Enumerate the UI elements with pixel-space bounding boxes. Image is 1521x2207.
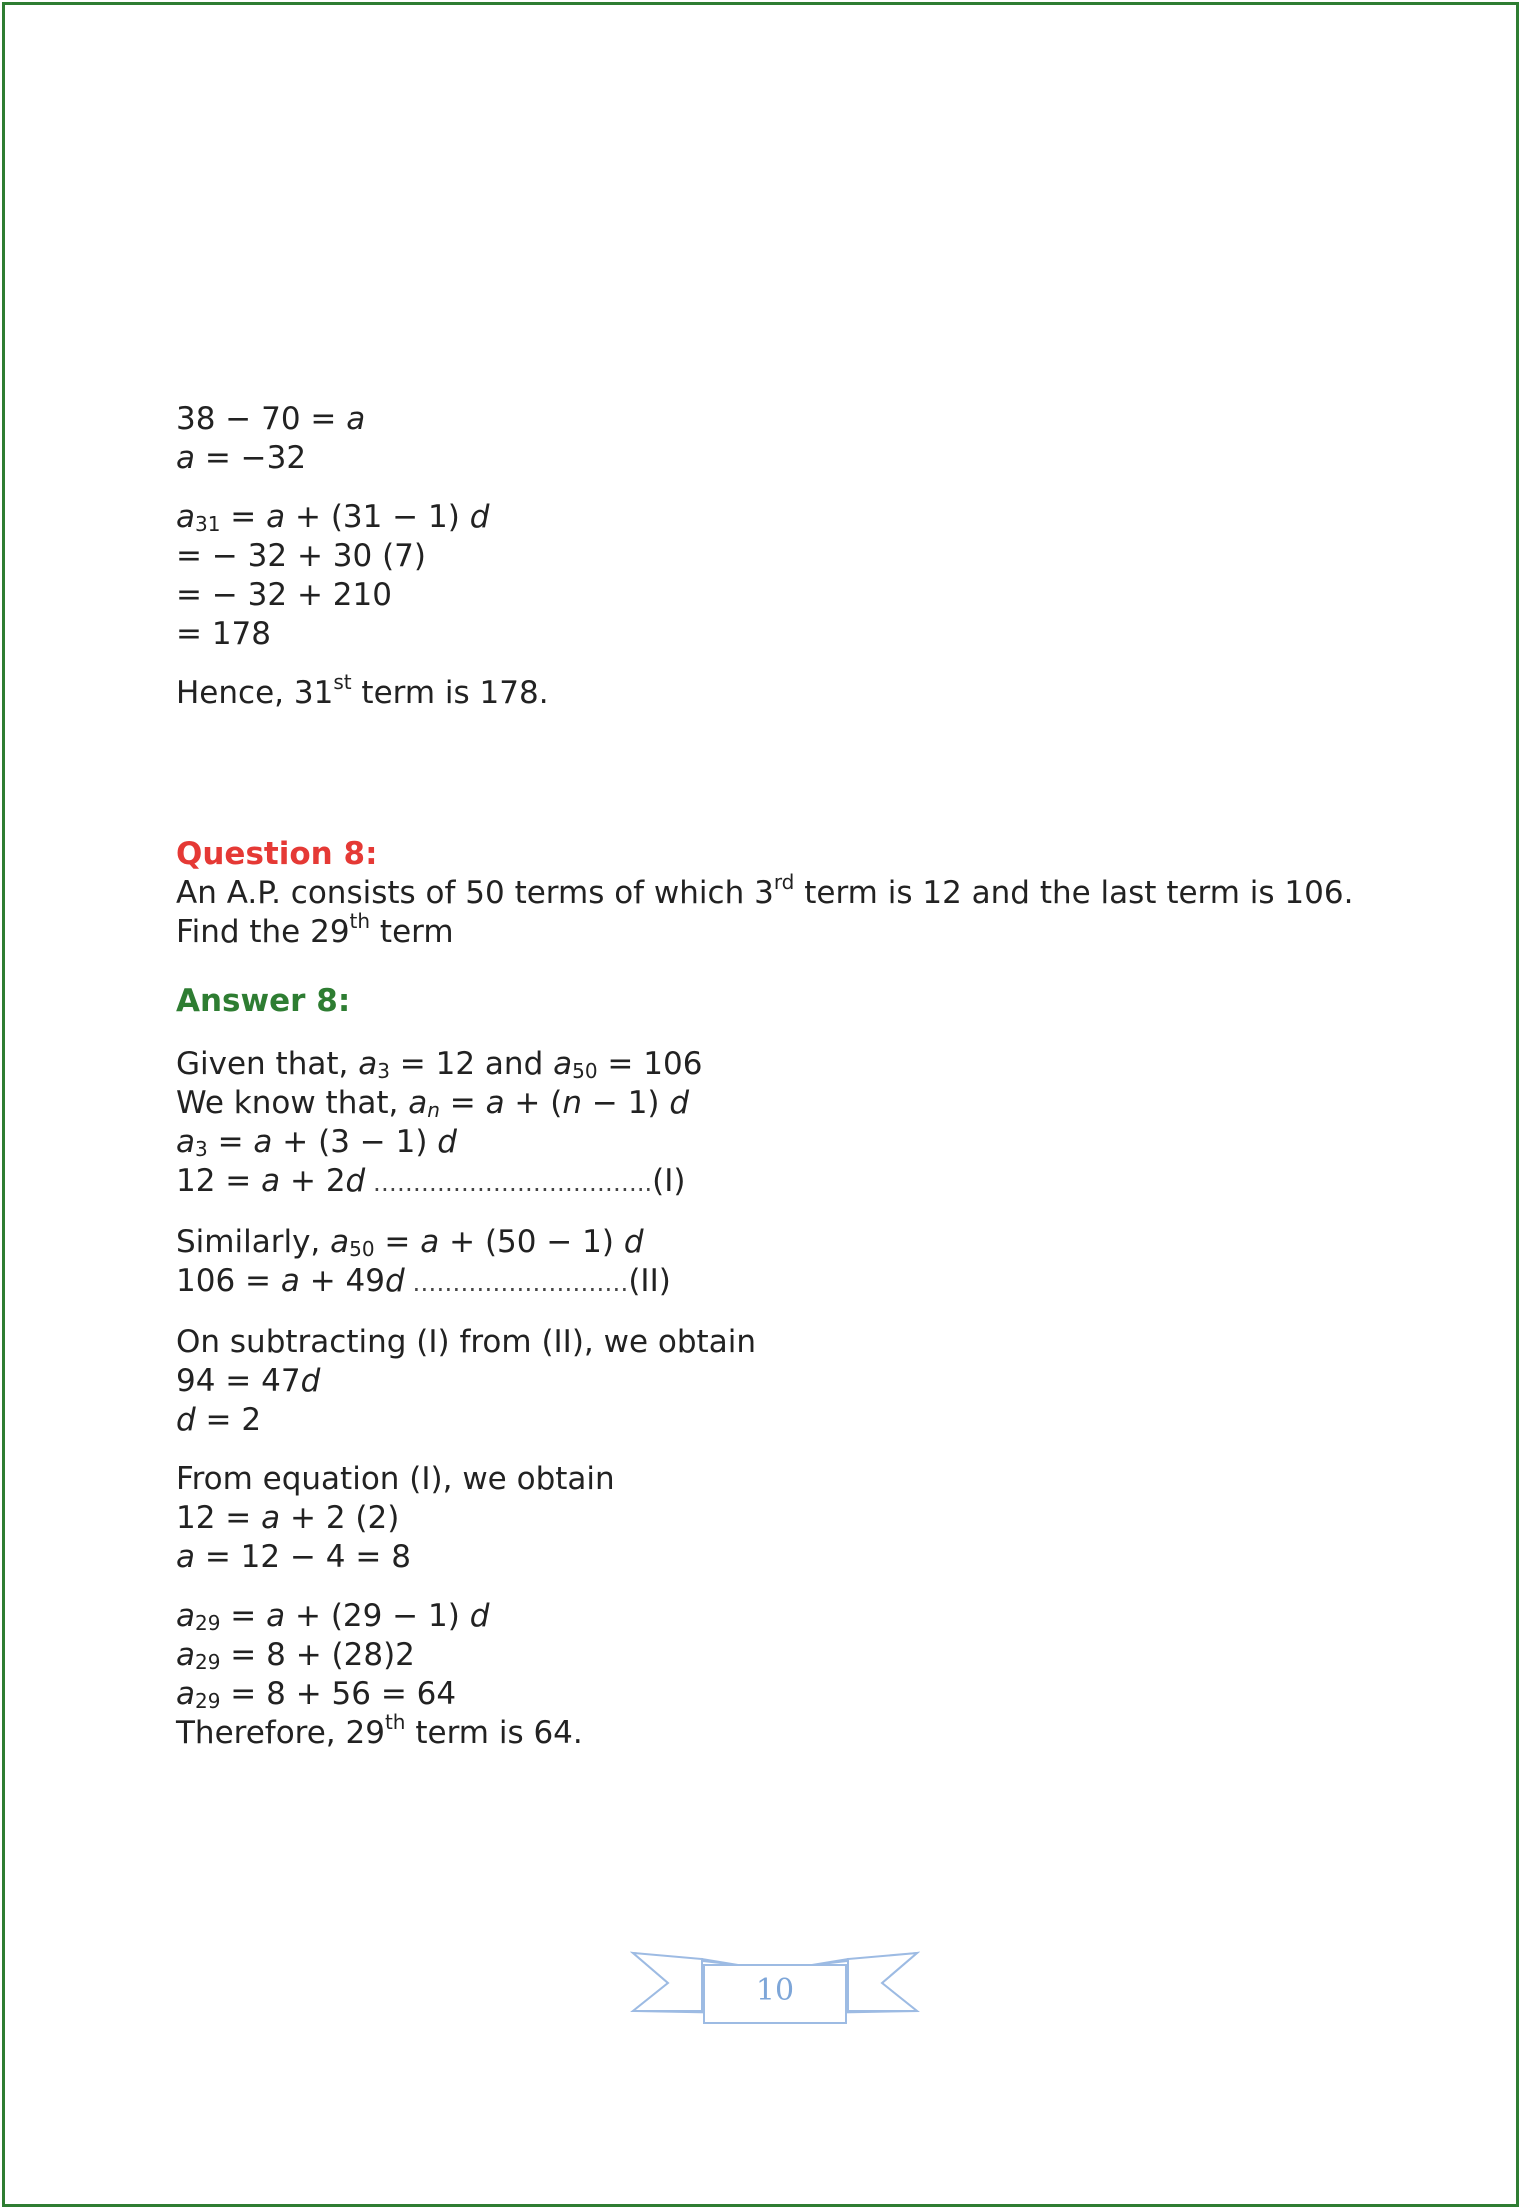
question-title: Question 8: xyxy=(176,836,378,872)
equation-line: a = 12 − 4 = 8 xyxy=(176,1539,411,1575)
equation-line: $a_{31} = a + (31 - 1)$ d xyxy=(176,499,490,536)
equation-line: a = −32 xyxy=(176,440,307,476)
equation-line: $a_{29} = a + (29 - 1)$ d xyxy=(176,1598,490,1635)
equation-line: = 178 xyxy=(176,616,271,652)
question-block xyxy=(176,835,1356,952)
equation-line: We know that, $a_n = a + (n - 1)$ d xyxy=(176,1085,690,1122)
equation-line: = − 32 + 30 (7) xyxy=(176,538,426,574)
equation-line: 38 − 70 = a xyxy=(176,401,366,437)
previous-answer-continuation xyxy=(176,400,1356,713)
equation-line: 94 = 47d xyxy=(176,1363,321,1399)
explanation-text: From equation (I), we obtain xyxy=(176,1461,615,1497)
explanation-text: On subtracting (I) from (II), we obtain xyxy=(176,1324,756,1360)
equation-line: 106 = a + 49d ………………………(II) xyxy=(176,1263,671,1299)
page-number: 10 xyxy=(755,1973,795,2008)
conclusion-text: Hence, 31st term is 178. xyxy=(176,670,549,711)
answer-title: Answer 8: xyxy=(176,983,351,1019)
conclusion-text: Therefore, 29th term is 64. xyxy=(176,1710,583,1751)
question-text: An A.P. consists of 50 terms of which 3rd term is 12 and the last term is 106. Find the 29th term xyxy=(176,870,1354,950)
answer-block xyxy=(176,982,1356,1753)
equation-line: Similarly, $a_{50} = a + (50 - 1)$ d xyxy=(176,1224,644,1261)
equation-line: $a_3 = a + (3 - 1)$ d xyxy=(176,1124,457,1161)
equation-line: d = 2 xyxy=(176,1402,262,1438)
equation-line: $a_{29} = 8 + 56 = 64$ xyxy=(176,1676,457,1713)
equation-line: $a_{29} = 8 + (28)2$ xyxy=(176,1637,415,1674)
page-content xyxy=(176,400,1356,1753)
equation-line: Given that, $a_3 = 12$ and $a_{50} = 106$ xyxy=(176,1046,703,1083)
page-number-banner xyxy=(630,1945,920,2035)
equation-line: 12 = a + 2d ……………………………..(I) xyxy=(176,1163,686,1199)
equation-line: = − 32 + 210 xyxy=(176,577,392,613)
equation-line: 12 = a + 2 (2) xyxy=(176,1500,400,1536)
